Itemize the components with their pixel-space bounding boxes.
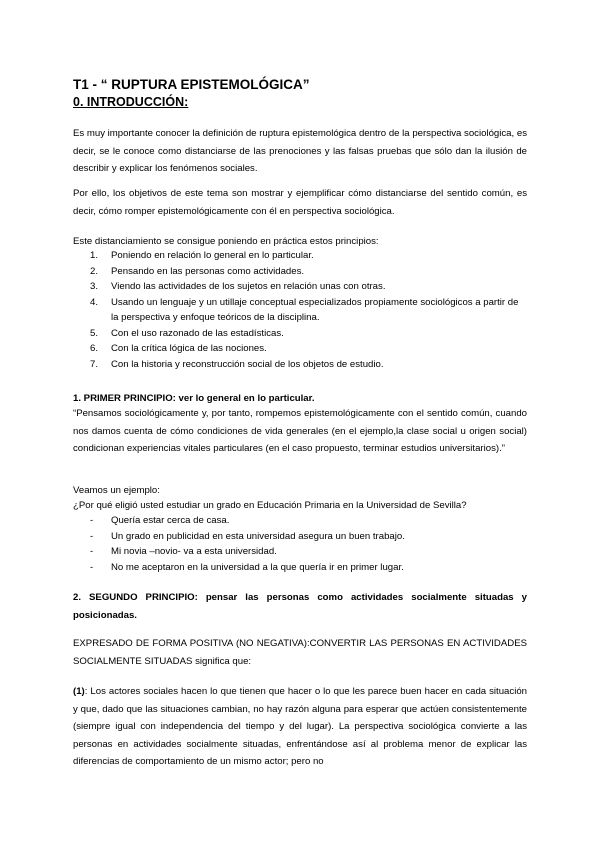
list-item-number: 4. <box>90 296 99 308</box>
section-2-expressed: EXPRESADO DE FORMA POSITIVA (NO NEGATIVA):CONVERTIR LAS PERSONAS EN ACTIVIDADES SOCIALMENTE SITUADAS significa que: <box>73 638 527 667</box>
list-item-text: Quería estar cerca de casa. <box>111 515 230 526</box>
list-item-number: 7. <box>90 358 99 370</box>
list-item <box>73 341 527 357</box>
dash-bullet: - <box>90 546 94 557</box>
list-item-number: 2. <box>90 265 99 277</box>
list-item-text: Pensando en las personas como actividades. <box>111 265 305 277</box>
list-item-text: Un grado en publicidad en esta universidad asegura un buen trabajo. <box>111 530 405 542</box>
dash-bullet: - <box>90 530 94 542</box>
example-answers-list <box>73 513 527 575</box>
section-1-quote: “Pensamos sociológicamente y, por tanto, rompemos epistemológicamente con el sentido común, cuando nos damos cuenta de cómo condiciones de vida generales (en el ejemplo,la clase social u origen social) condicionan experiencias vitales particulares (en el caso propuesto, terminar estudios universitarios).” <box>73 408 527 454</box>
intro-paragraph-1: Es muy importante conocer la definición de ruptura epistemológica dentro de la perspectiva sociológica, es decir, se le conoce como distanciarse de las prenociones y las falsas pruebas que sólo dan la ilusión de describir y explicar los fenómenos sociales. <box>73 128 527 174</box>
principles-intro: Este distanciamiento se consigue poniendo en práctica estos principios: <box>73 236 379 247</box>
dash-bullet: - <box>90 515 94 526</box>
section-2-heading: 2. SEGUNDO PRINCIPIO: pensar las personas como actividades socialmente situadas y posicionadas. <box>73 592 527 621</box>
list-item-text: Con la crítica lógica de las nociones. <box>111 343 267 354</box>
example-question: ¿Por qué eligió usted estudiar un grado en Educación Primaria en la Universidad de Sevilla? <box>73 500 467 511</box>
intro-paragraph-2: Por ello, los objetivos de este tema son mostrar y ejemplificar cómo distanciarse del sentido común, es decir, cómo romper epistemológicamente con él en perspectiva sociológica. <box>73 188 527 217</box>
list-item <box>73 513 527 529</box>
list-item-text: Con el uso razonado de las estadísticas. <box>111 327 284 339</box>
list-item-text: Poniendo en relación lo general en lo particular. <box>111 250 314 261</box>
list-item-text: Usando un lenguaje y un utillaje conceptual especializados propiamente sociológicos a partir de la perspectiva y enfoque teóricos de la disciplina. <box>111 296 519 323</box>
list-item-number: 6. <box>90 343 99 354</box>
point-text: : Los actores sociales hacen lo que tienen que hacer o lo que les parece buen hacer en cada situación y que, dado que las situaciones cambian, no hay razón alguna para esperar que actúen consistentemente (siempre igual con independencia del tiempo y del lugar). La perspectiva sociológica convierte a las personas en actividades socialmente situadas, enfrentándose así al problema menor de explicar las diferencias de comportamiento de un mismo actor; pero no <box>73 686 527 767</box>
list-item-text: Viendo las actividades de los sujetos en relación unas con otras. <box>111 281 386 292</box>
list-item <box>73 279 527 295</box>
list-item <box>73 248 527 264</box>
dash-bullet: - <box>90 561 94 573</box>
list-item <box>73 544 527 560</box>
list-item-number: 5. <box>90 327 99 339</box>
example-label: Veamos un ejemplo: <box>73 485 160 496</box>
principles-list <box>73 248 527 372</box>
section-0-heading: 0. INTRODUCCIÓN: <box>73 95 189 109</box>
list-item <box>73 529 527 545</box>
document-title: T1 - “ RUPTURA EPISTEMOLÓGICA” <box>73 77 310 92</box>
section-2-point-1 <box>73 683 527 771</box>
list-item-number: 3. <box>90 281 99 292</box>
list-item <box>73 264 527 280</box>
list-item <box>73 326 527 342</box>
section-1-heading: 1. PRIMER PRINCIPIO: ver lo general en lo particular. <box>73 393 315 404</box>
point-label: (1) <box>73 686 85 697</box>
list-item-text: Con la historia y reconstrucción social de los objetos de estudio. <box>111 358 384 370</box>
list-item-text: No me aceptaron en la universidad a la que quería ir en primer lugar. <box>111 561 404 573</box>
list-item <box>73 295 527 326</box>
list-item <box>73 560 527 576</box>
list-item-number: 1. <box>90 250 99 261</box>
list-item-text: Mi novia –novio- va a esta universidad. <box>111 546 277 557</box>
list-item <box>73 357 527 373</box>
